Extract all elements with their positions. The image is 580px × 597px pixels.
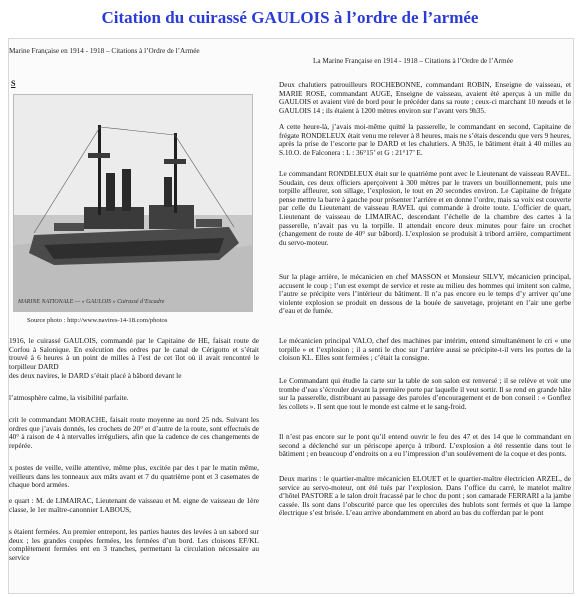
right-column [277, 39, 574, 593]
corner-letter: S [11, 79, 16, 88]
photo-caption: MARINE NATIONALE — « GAULOIS » Cuirassé d’Escadre [18, 299, 165, 305]
left-paragraph: x postes de veille, veille attentive, même plus, excitée par des t par le matin même, veilleurs dans les tonneaux aux mâts avant et 7 du quatrième pont et 3 casemates de chaque bord armées. [9, 463, 259, 490]
right-paragraph: A cette heure-là, j’avais moi-même quitté la passerelle, le commandant en second, Capitaine de frégate RONDELEUX était venu me relever à 8 heures, mais ne s’étais descendu que vers 9 heures, après la prise de l’escorte par le DARD et les chalutiers. A 9h35, le bâtiment était à 40 milles au S.10.O. de Falconera : L : 36°15’ et G : 21°17’ E. [279, 122, 571, 157]
left-paragraph: e quart : M. de LIMAIRAC, Lieutenant de vaisseau et M. eigne de vaisseau de 1ère classe, le 1er maître-canonnier LABOUS, [9, 496, 259, 514]
right-paragraph: Le Commandant qui étudie la carte sur la table de son salon est renversé ; il se relève et voit une trombe d’eau s’écrouler devant la première porte par laquelle il veut sortir. Il se rend en grande hâte sur la passerelle, distribuant au passage des paroles d’encouragement et de bon conseil : « Gonflez les collets ». Il sent que tout le monde est calme et le sang-froid. [279, 376, 571, 411]
right-paragraph: Le commandant RONDELEUX était sur le quatrième pont avec le Lieutenant de vaisseau RAVEL. Soudain, ces deux officiers aperçoivent à 300 mètres par le travers un bouillonnement, puis une torpille affleurer, son sillage, l’explosion, le tout en 20 secondes environ. Le Capitaine de frégate pense mettre la barre à gauche pour présenter l’arrière et en donne l’ordre, mais sa voix est couverte par celle du Lieutenant de vaisseau RAVEL qui commande à droite toute. L’officier de quart, Lieutenant de vaisseau de LIMAIRAC, descendant l’échelle de la chambre des cartes à la passerelle, n’avait pas vu la torpille. Il attendait encore deux minutes pour faire un crochet (changement de route de 40° sur bâbord). L’explosion se produisit à tribord arrière, compartiment du servo-moteur. [279, 169, 571, 247]
scanned-document [8, 38, 574, 594]
left-paragraph: 1916, le cuirassé GAULOIS, commandé par le Capitaine de HE, faisait route de Corfou à Salonique. En exécution des ordres par le canal de Cérigotto et s’était trouvé à 6 heures à un point de milles à l’est de cet îlot où il avait rencontré le torpilleur DARD [9, 336, 259, 371]
page-title: Citation du cuirassé GAULOIS à l’ordre de l’armée [101, 8, 479, 27]
right-paragraph: Deux chalutiers patrouilleurs ROCHEBONNE, commandant ROBIN, Enseigne de vaisseau, et MARIE ROSE, commandant AUGE, Enseigne de vaisseau, avaient été aperçus à un mille du GAULOIS et avaient viré de bord pour le précéder dans sa route ; ceux-ci marchant 10 nœuds et le GAULOIS 14 ; ils étaient à 1200 mètres environ sur l’avant vers 9h35. [279, 80, 571, 115]
left-paragraph: crit le commandant MORACHE, faisait route moyenne au nord 25 nds. Suivant les ordres que j’avais donnés, les crochets de 20° et d’autre de la route, sont effectués de 40° à raison de 4 à ntervalles irréguliers, afin que la cadence de ces changements de repérée. [9, 415, 259, 450]
battleship-photo [13, 94, 253, 312]
right-paragraph: Le mécanicien principal VALO, chef des machines par intérim, entend simultanément le cri « une torpille » et l’explosion ; il a senti le choc sur l’arrière aussi se précipite-t-il vers les portes de la cloison KL. Elles sont fermées ; c’était la consigne. [279, 336, 571, 363]
right-paragraph: Sur la plage arrière, le mécanicien en chef MASSON et Monsieur SILVY, mécanicien principal, accusent le coup ; l’un est exempt de service et reste au milieu des hommes qui imitent son calme, l’autre se précipite vers l’intérieur du bâtiment. Il n’a pas encore eu le temps d’y arriver qu’une violente explosion se produit en dessous de la bouée de sauvetage, projetant en l’air une gerbe d’eau et de fumée. [279, 272, 571, 316]
right-paragraph: Deux marins : le quartier-maître mécanicien ELOUET et le quartier-maître électricien ARZEL, de service au servo-moteur, ont été tués par l’explosion. Dans l’office du carré, le matelot maître d’hôtel PASTORE a le talon droit fracassé par le choc du pont ; son camarade FERRARI a la jambe cassée. Ils sont dans l’obscurité parce que les opercules des hublots sont fermés et que la lampe électrique s’est brisée. L’eau arrive abondamment en abord au bas du cofferdan par le pont [279, 474, 571, 518]
left-running-header: Marine Française en 1914 - 1918 – Citations à l’Ordre de l’Armée [9, 47, 200, 55]
right-paragraph: Il n’est pas encore sur le pont qu’il entend ouvrir le feu des 47 et des 14 que le commandant en second a déclenché sur un périscope aperçu à tribord. L’explosion a été ressentie dans tout le bâtiment ; en beaucoup d’endroits on a eu l’impression d’un soulèvement de la coque et des ponts. [279, 432, 571, 459]
left-column [9, 39, 267, 593]
left-paragraph: s étaient fermées. Au premier entrepont, les parties hautes des levées à un sabord sur deux ; les grandes coupées fermées, les fermées d’un bord. Les cloisons EF/KL complètement fermées ent en 3 tranches, permettant la circulation nécessaire au service [9, 527, 259, 562]
right-running-header: La Marine Française en 1914 - 1918 – Citations à l’Ordre de l’Armée [313, 57, 513, 65]
left-paragraph: des deux navires, le DARD s’était placé à bâbord devant le [9, 371, 182, 380]
left-paragraph: l’atmosphère calme, la visibilité parfaite. [9, 393, 129, 402]
battleship-illustration [14, 95, 253, 312]
photo-source: Source photo : http://www.navires-14-18.com/photos [27, 317, 168, 324]
